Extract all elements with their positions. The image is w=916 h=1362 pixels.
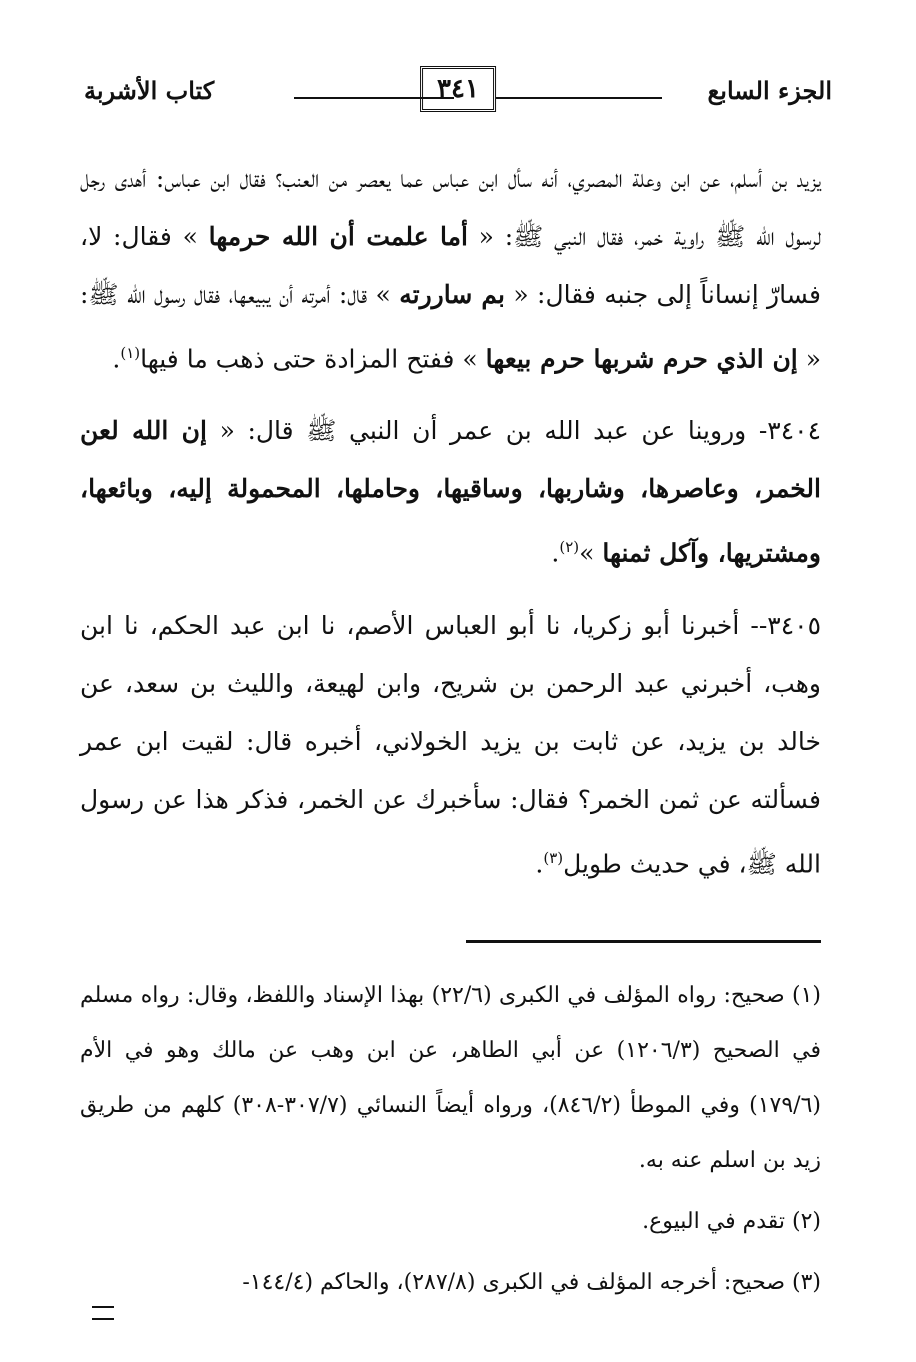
text-run: » <box>579 538 603 568</box>
header-rule-left <box>294 97 454 99</box>
text-run: ٣٤٠٤- وروينا عن عبد الله بن عمر أن النبي ﷺ قال: « <box>206 416 821 446</box>
paragraph-3 <box>80 597 821 893</box>
footnote-ref: (١) <box>120 344 141 362</box>
volume-title: الجزء السابع <box>707 76 832 105</box>
paragraph-1 <box>80 150 821 388</box>
footnote-ref: (٣) <box>543 848 564 867</box>
footnote-2: (٢) تقدم في البيوع. <box>642 1209 821 1234</box>
text-run: . <box>535 848 544 878</box>
book-title: كتاب الأشربة <box>84 76 215 105</box>
hadith-quote: إن الذي حرم شربها حرم بيعها <box>485 344 798 374</box>
main-text <box>80 150 821 907</box>
text-run: » ففتح المزادة حتى ذهب ما فيها <box>140 344 486 374</box>
text-run: . <box>112 344 121 374</box>
hadith-quote: إن الله لعن الخمر، وعاصرها، وشاربها، وساقيها، وحاملها، المحمولة إليه، وبائعها، ومشتريها، وآكل ثمنها <box>80 416 821 568</box>
footnote-3: (٣) صحيح: أخرجه المؤلف في الكبرى (٢٨٧/٨)، والحاكم (١٤٤/٤- <box>242 1270 821 1295</box>
text-run: يزيد بن أسلم، عن ابن وعلة المصري، أنه سأل ابن عباس عما يعصر من العنب؟ فقال ابن عباس: أهدى رجل لرسول الله ﷺ راوية خمر، فقال النبي ﷺ: « <box>80 164 822 251</box>
page-number: ٣٤١ <box>420 66 496 112</box>
footnotes <box>80 968 821 1316</box>
page-header <box>84 62 832 118</box>
continuation-mark <box>92 1306 114 1320</box>
text-run: . <box>551 538 560 568</box>
footnote-ref: (٢) <box>559 538 580 557</box>
footnote-1: (١) صحيح: رواه المؤلف في الكبرى (٢٢/٦) بهذا الإسناد واللفظ، وقال: رواه مسلم في الصحيح (١٢٠٦/٣) عن أبي الطاهر، عن ابن وهب عن مالك وهو في الأم (١٧٩/٦) وفي الموطأ (٨٤٦/٢)، ورواه أيضاً النسائي (٣٠٧/٧-٣٠٨) كلهم من طريق زيد بن اسلم عنه به. <box>80 983 822 1173</box>
text-run: » قال: أمرته أن يبيعها، فقال رسول الله ﷺ: « <box>80 280 821 374</box>
paragraph-2 <box>80 402 821 582</box>
footnote-separator <box>466 940 821 943</box>
hadith-quote: بم ساررته <box>399 280 506 309</box>
hadith-quote: أما علمت أن الله حرمها <box>208 222 468 251</box>
text-run: ٣٤٠٥-- أخبرنا أبو زكريا، نا أبو العباس الأصم، نا ابن عبد الحكم، نا ابن وهب، أخبرني عبد الرحمن بن شريح، وابن لهيعة، والليث بن سعد، عن خالد بن يزيد، عن ثابت بن يزيد الخولاني، أخبره قال: لقيت ابن عمر فسألته عن ثمن الخمر؟ فقال: سأخبرك عن الخمر، فذكر هذا عن رسول الله ﷺ، في حديث طويل <box>80 610 821 878</box>
text-run: » فقال: لا، فسارّ إنساناً إلى جنبه فقال: « <box>80 222 821 309</box>
